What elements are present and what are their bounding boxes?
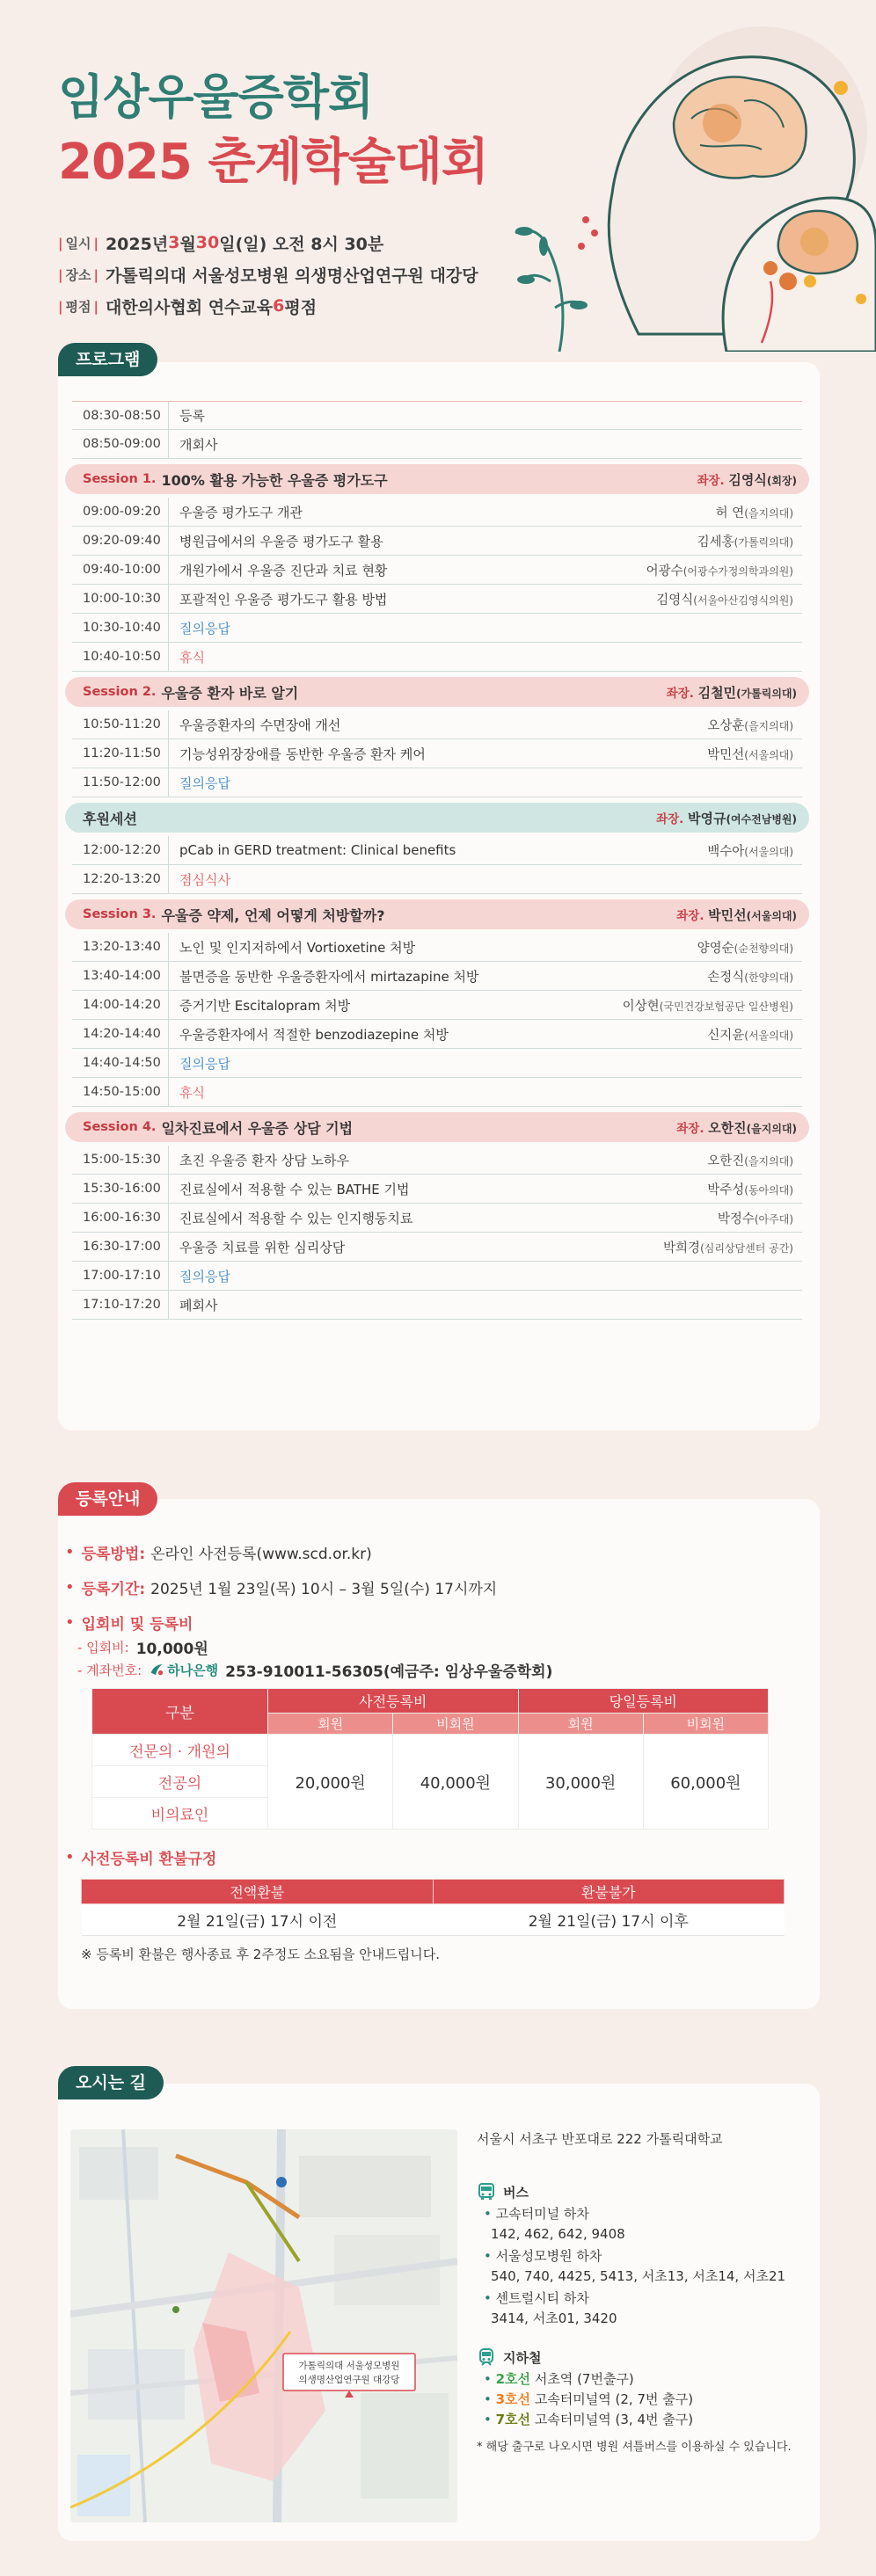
row-topic: 폐회사 [179, 1297, 218, 1313]
row-topic: 질의응답 [179, 1268, 230, 1284]
row-time: 10:00-10:30 [72, 585, 169, 613]
fee-category: 비의료인 [92, 1798, 268, 1830]
info-venue: | 장소 | 가톨릭의대 서울성모병원 의생명산업연구원 대강당 [58, 258, 478, 290]
program-row [72, 1175, 802, 1204]
row-topic: 우울증 치료를 위한 심리상담 [179, 1239, 346, 1255]
location-map[interactable] [70, 2129, 457, 2522]
row-time: 10:30-10:40 [72, 614, 169, 642]
program-row [72, 430, 802, 459]
program-row [72, 991, 802, 1020]
row-topic: 불면증을 동반한 우울증환자에서 mirtazapine 처방 [179, 968, 479, 985]
program-row [72, 614, 802, 643]
row-time: 14:20-14:40 [72, 1020, 169, 1048]
program-row [72, 865, 802, 894]
row-topic: 질의응답 [179, 620, 230, 637]
session-chair: 좌장. 김철민(가톨릭의대) [666, 684, 797, 701]
row-time: 13:40-14:00 [72, 962, 169, 990]
row-speaker: 김세홍(가톨릭의대) [697, 535, 793, 549]
bus-lines: 142, 462, 642, 9408 [491, 2226, 625, 2242]
row-speaker: 양영순(순천향의대) [697, 941, 793, 956]
fee-value: 40,000원 [393, 1735, 518, 1830]
row-time: 11:20-11:50 [72, 739, 169, 768]
session-chair: 좌장. 박민선(서울의대) [676, 906, 797, 923]
join-fee: - 입회비: 10,000원 [77, 1639, 208, 1658]
map-label-2: 의생명산업연구원 대강당 [298, 2375, 400, 2385]
program-row [72, 836, 802, 865]
info-credits: | 평점 | 대한의사협회 연수교육 6 평점 [58, 290, 478, 322]
session-number: Session 1. [83, 472, 157, 486]
session-number: Session 2. [83, 685, 157, 699]
row-speaker: 박주성(동아의대) [707, 1182, 793, 1197]
session-chair: 좌장. 박영규(여수전남병원) [656, 810, 797, 826]
bus-stop: • 서울성모병원 하차 [477, 2246, 811, 2267]
session-title: 후원세션 [83, 810, 137, 827]
hana-bank-icon [149, 1662, 164, 1677]
program-row [72, 1049, 802, 1078]
program-row [72, 1146, 802, 1175]
program-row [72, 933, 802, 962]
row-time: 14:50-15:00 [72, 1078, 169, 1106]
row-time: 08:30-08:50 [72, 402, 169, 429]
subway-line-7: • 7호선 고속터미널역 (3, 4번 출구) [477, 2410, 811, 2430]
row-topic: 우울증환자의 수면장애 개선 [179, 717, 341, 733]
registration-tag: 등록안내 [58, 1482, 157, 1516]
fee-category: 전공의 [92, 1766, 268, 1798]
program-row [72, 739, 802, 768]
row-topic: 진료실에서 적용할 수 있는 BATHE 기법 [179, 1181, 410, 1197]
session-title: 100% 활용 가능한 우울증 평가도구 [161, 471, 388, 489]
row-time: 17:00-17:10 [72, 1262, 169, 1290]
row-topic: 진료실에서 적용할 수 있는 인지행동치료 [179, 1210, 413, 1226]
row-time: 15:30-16:00 [72, 1175, 169, 1203]
refund-col-full: 전액환불 [82, 1880, 434, 1904]
fee-category: 전문의 · 개원의 [92, 1735, 268, 1766]
subway-heading: 지하철 [477, 2345, 811, 2369]
row-topic: 휴식 [179, 1084, 205, 1101]
program-row [72, 527, 802, 556]
refund-note: ※ 등록비 환불은 행사종료 후 2주정도 소요됨을 안내드립니다. [81, 1947, 441, 1962]
bus-lines: 540, 740, 4425, 5413, 서초13, 서초14, 서초21 [491, 2268, 786, 2284]
row-topic: 노인 및 인지저하에서 Vortioxetine 처방 [179, 939, 416, 956]
program-row [72, 768, 802, 797]
row-topic: 점심식사 [179, 871, 230, 888]
event-info [58, 227, 478, 322]
fee-col-category: 구분 [92, 1689, 268, 1735]
fee-col-pre-member: 회원 [268, 1714, 393, 1735]
refund-full-value: 2월 21일(금) 17시 이전 [82, 1904, 434, 1936]
session-chair: 좌장. 오한진(을지의대) [676, 1119, 797, 1136]
row-topic: 초진 우울증 환자 상담 노하우 [179, 1152, 349, 1168]
row-topic: 개회사 [179, 436, 218, 453]
row-topic: 우울증 평가도구 개관 [179, 504, 303, 520]
account: - 계좌번호: 하나은행 253-910011-56305(예금주: 임상우울증학회) [77, 1662, 553, 1681]
row-speaker: 박정수(아주대) [717, 1212, 793, 1226]
program-row [72, 1291, 802, 1320]
row-topic: pCab in GERD treatment: Clinical benefits [179, 842, 456, 858]
row-time: 15:00-15:30 [72, 1146, 169, 1174]
row-speaker: 박민선(서울의대) [707, 747, 793, 762]
program-row [72, 1233, 802, 1262]
reg-fee-heading: • 입회비 및 등록비 [65, 1609, 804, 1635]
refund-col-none: 환불불가 [433, 1880, 785, 1904]
row-speaker: 오한진(을지의대) [707, 1153, 793, 1168]
title-society: 임상우울증학회 [58, 69, 374, 125]
subway-icon [477, 2347, 496, 2367]
session-header [65, 899, 809, 929]
map-label-1: 가톨릭의대 서울성모병원 [298, 2361, 400, 2371]
row-topic: 기능성위장장애를 동반한 우울증 환자 케어 [179, 746, 426, 762]
subway-line-3: • 3호선 고속터미널역 (2, 7번 출구) [477, 2390, 811, 2410]
session-title: 우울증 환자 바로 알기 [161, 684, 299, 702]
row-topic: 병원급에서의 우울증 평가도구 활용 [179, 533, 383, 549]
row-topic: 우울증환자에서 적절한 benzodiazepine 처방 [179, 1026, 449, 1043]
row-speaker: 오상훈(을지의대) [707, 718, 793, 733]
row-topic: 포괄적인 우울증 평가도구 활용 방법 [179, 591, 388, 608]
row-speaker: 백수아(서울의대) [707, 844, 793, 859]
session-number: Session 4. [83, 1120, 157, 1134]
row-time: 09:40-10:00 [72, 556, 169, 584]
row-speaker: 신지윤(서울의대) [707, 1028, 793, 1043]
row-time: 10:50-11:20 [72, 710, 169, 739]
row-speaker: 이상현(국민건강보험공단 일산병원) [622, 999, 793, 1014]
info-date: | 일시 | 2025년 3 월 30 일(일) 오전 8시 30분 [58, 227, 478, 258]
row-time: 13:20-13:40 [72, 933, 169, 961]
row-time: 12:20-13:20 [72, 865, 169, 893]
row-topic: 질의응답 [179, 775, 230, 791]
fee-col-onsite: 당일등록비 [518, 1689, 769, 1714]
subway-line-2: • 2호선 서초역 (7번출구) [477, 2369, 811, 2390]
row-topic: 휴식 [179, 649, 205, 666]
shuttle-note: * 해당 출구로 나오시면 병원 셔틀버스를 이용하실 수 있습니다. [477, 2441, 792, 2454]
address: 서울시 서초구 반포대로 222 가톨릭대학교 [477, 2131, 723, 2147]
header [0, 0, 876, 352]
row-time: 08:50-09:00 [72, 430, 169, 458]
row-topic: 등록 [179, 408, 205, 424]
program-row [72, 1262, 802, 1291]
row-time: 17:10-17:20 [72, 1291, 169, 1319]
session-title: 일차진료에서 우울증 상담 기법 [161, 1119, 354, 1137]
program-row [72, 585, 802, 614]
row-topic: 증거기반 Escitalopram 처방 [179, 997, 351, 1014]
session-chair: 좌장. 김영식(회장) [697, 471, 797, 488]
row-time: 16:00-16:30 [72, 1204, 169, 1232]
program-row [72, 1020, 802, 1049]
program-row [72, 1078, 802, 1107]
directions-tag: 오시는 길 [58, 2066, 164, 2099]
fee-col-onsite-member: 회원 [518, 1714, 643, 1735]
row-speaker: 어광수(어광수가정의학과의원) [646, 564, 793, 579]
fee-col-pre-nonmember: 비회원 [393, 1714, 518, 1735]
session-header [65, 677, 809, 707]
fee-value: 60,000원 [643, 1735, 768, 1830]
program-tag: 프로그램 [58, 343, 157, 376]
program-row [72, 556, 802, 585]
row-time: 09:00-09:20 [72, 498, 169, 526]
session-number: Session 3. [83, 907, 157, 921]
program-row [72, 962, 802, 991]
program-row [72, 710, 802, 739]
bus-stop: • 센트럴시티 하차 [477, 2289, 811, 2309]
bank-logo: 하나은행 [149, 1661, 218, 1679]
program-row [72, 401, 802, 430]
row-speaker: 박희경(심리상담센터 공간) [663, 1241, 793, 1255]
map-graphic [70, 2129, 457, 2522]
refund-heading: • 사전등록비 환불규정 [65, 1844, 804, 1870]
program-table [72, 401, 802, 1320]
reg-method: • 등록방법: 온라인 사전등록(www.scd.or.kr) [65, 1539, 804, 1565]
registration-info [65, 1539, 804, 1963]
program-row [72, 498, 802, 527]
fee-table [91, 1688, 769, 1830]
title-event: 2025 춘계학술대회 [58, 134, 488, 191]
session-title: 우울증 약제, 언제 어떻게 처방할까? [161, 906, 385, 924]
refund-none-value: 2월 21일(금) 17시 이후 [433, 1904, 785, 1936]
directions-info [477, 2119, 811, 2454]
row-speaker: 김영식(서울아산김영식의원) [656, 593, 793, 608]
row-time: 09:20-09:40 [72, 527, 169, 555]
bus-heading: 버스 [477, 2179, 811, 2204]
row-topic: 개원가에서 우울증 진단과 치료 현황 [179, 562, 388, 579]
reg-period: • 등록기간: 2025년 1월 23일(목) 10시 – 3월 5일(수) 17시까지 [65, 1574, 804, 1600]
row-time: 12:00-12:20 [72, 836, 169, 864]
fee-col-pre: 사전등록비 [268, 1689, 519, 1714]
fee-col-onsite-nonmember: 비회원 [643, 1714, 768, 1735]
bus-lines: 3414, 서초01, 3420 [491, 2310, 617, 2326]
row-speaker: 손정식(한양의대) [707, 970, 793, 985]
bus-stop: • 고속터미널 하차 [477, 2204, 811, 2224]
fee-value: 20,000원 [268, 1735, 393, 1830]
head-illustration [507, 18, 876, 352]
session-header [65, 803, 809, 833]
row-time: 10:40-10:50 [72, 643, 169, 671]
fee-value: 30,000원 [518, 1735, 643, 1830]
refund-table [81, 1879, 785, 1936]
row-time: 11:50-12:00 [72, 768, 169, 797]
bus-icon [477, 2182, 496, 2201]
row-time: 14:00-14:20 [72, 991, 169, 1019]
row-topic: 질의응답 [179, 1055, 230, 1072]
row-time: 16:30-17:00 [72, 1233, 169, 1261]
session-header [65, 1112, 809, 1142]
row-speaker: 허 연(을지의대) [715, 506, 793, 520]
session-header [65, 464, 809, 494]
program-row [72, 643, 802, 672]
program-row [72, 1204, 802, 1233]
row-time: 14:40-14:50 [72, 1049, 169, 1077]
